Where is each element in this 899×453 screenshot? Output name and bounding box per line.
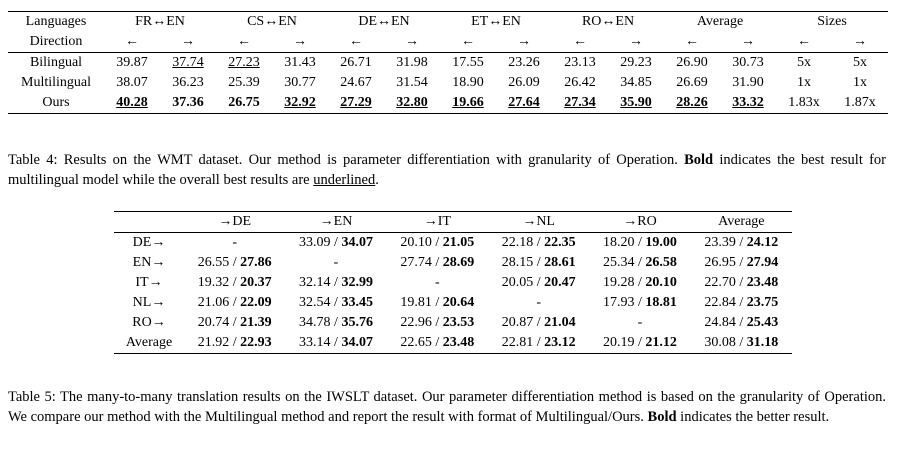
cell-value: 34.85 bbox=[620, 75, 652, 90]
separator: / bbox=[229, 335, 241, 350]
cell-value: 30.77 bbox=[284, 75, 316, 90]
table-cell bbox=[691, 333, 792, 354]
ours-value: 21.12 bbox=[645, 335, 677, 350]
caption-4-text: Table 4: Results on the WMT dataset. Our method is parameter differentiation with granularity of Operation. bbox=[8, 152, 685, 168]
direction-arrow: → bbox=[496, 32, 552, 53]
row-label: IT→ bbox=[135, 275, 163, 290]
multilingual-value: 25.34 bbox=[603, 255, 635, 270]
cell-value: 31.43 bbox=[284, 55, 316, 70]
cell-value: 26.69 bbox=[676, 75, 708, 90]
separator: / bbox=[533, 255, 545, 270]
caption-5-bold: Bold bbox=[647, 409, 677, 425]
separator: / bbox=[533, 275, 545, 290]
header-average: Average bbox=[696, 14, 744, 29]
cell-value: 40.28 bbox=[116, 95, 148, 110]
separator: / bbox=[735, 255, 747, 270]
table-cell bbox=[384, 93, 440, 114]
cell-value: 31.54 bbox=[396, 75, 428, 90]
separator: / bbox=[533, 335, 545, 350]
ours-value: 21.04 bbox=[544, 315, 576, 330]
table-cell bbox=[184, 233, 285, 254]
table-row bbox=[8, 73, 888, 93]
table-row bbox=[114, 233, 792, 254]
cell-value: 31.98 bbox=[396, 55, 428, 70]
ours-value: 20.64 bbox=[442, 295, 475, 310]
table-cell bbox=[691, 293, 792, 313]
cell-value: 30.73 bbox=[732, 55, 764, 70]
cell-value: 32.92 bbox=[284, 95, 316, 110]
ours-value: 23.48 bbox=[442, 335, 475, 350]
multilingual-value: 24.84 bbox=[704, 315, 736, 330]
ours-value: 20.10 bbox=[645, 275, 677, 290]
table-cell bbox=[387, 253, 488, 273]
multilingual-value: 19.32 bbox=[197, 275, 230, 290]
cell-value: 39.87 bbox=[116, 55, 148, 70]
table-cell bbox=[285, 333, 386, 354]
multilingual-value: 22.96 bbox=[400, 315, 432, 330]
header-ro-en: RO↔EN bbox=[581, 14, 635, 29]
row-label: Ours bbox=[42, 95, 70, 110]
table-cell bbox=[664, 73, 720, 93]
multilingual-value: 34.78 bbox=[299, 315, 331, 330]
direction-arrow: ← bbox=[664, 32, 720, 53]
table-5-caption bbox=[8, 387, 886, 427]
table-cell bbox=[488, 233, 589, 254]
cell-value: 32.80 bbox=[396, 95, 428, 110]
row-label: DE→ bbox=[132, 235, 166, 250]
ours-value: 28.61 bbox=[544, 255, 576, 270]
cell-value: 26.90 bbox=[676, 55, 708, 70]
table-cell bbox=[832, 73, 888, 93]
table-cell bbox=[691, 253, 792, 273]
table-cell bbox=[184, 333, 285, 354]
ours-value: 23.75 bbox=[746, 295, 779, 310]
separator: / bbox=[330, 335, 342, 350]
table-cell bbox=[328, 73, 384, 93]
separator: / bbox=[330, 235, 342, 250]
cell-value: 38.07 bbox=[116, 75, 148, 90]
table-cell bbox=[328, 93, 384, 114]
multilingual-value: 26.95 bbox=[704, 255, 736, 270]
empty-cell: - bbox=[333, 255, 339, 270]
separator: / bbox=[634, 235, 646, 250]
table-cell bbox=[285, 253, 386, 273]
multilingual-value: 32.14 bbox=[299, 275, 331, 290]
header-fr-en: FR↔EN bbox=[135, 14, 185, 29]
table-cell bbox=[589, 333, 690, 354]
separator: / bbox=[229, 315, 241, 330]
table-cell bbox=[776, 53, 832, 74]
separator: / bbox=[431, 335, 443, 350]
table-cell bbox=[387, 333, 488, 354]
ours-value: 27.94 bbox=[746, 255, 779, 270]
table-cell bbox=[216, 73, 272, 93]
cell-value: 23.26 bbox=[508, 55, 540, 70]
table-cell bbox=[552, 73, 608, 93]
cell-value: 26.42 bbox=[564, 75, 596, 90]
separator: / bbox=[431, 235, 443, 250]
table-cell bbox=[104, 93, 160, 114]
table-cell bbox=[384, 53, 440, 74]
table-cell bbox=[387, 313, 488, 333]
separator: / bbox=[735, 315, 747, 330]
table-cell bbox=[496, 93, 552, 114]
table-row bbox=[114, 333, 792, 354]
ours-value: 22.09 bbox=[240, 295, 272, 310]
table-cell bbox=[832, 53, 888, 74]
table-cell bbox=[776, 73, 832, 93]
cell-value: 26.09 bbox=[508, 75, 540, 90]
table-cell bbox=[589, 313, 690, 333]
table-4-caption bbox=[8, 150, 886, 190]
table-cell bbox=[488, 313, 589, 333]
table-cell bbox=[184, 293, 285, 313]
header-cs-en: CS↔EN bbox=[247, 14, 297, 29]
cell-value: 26.75 bbox=[228, 95, 260, 110]
table-cell bbox=[691, 233, 792, 254]
table-cell bbox=[160, 73, 216, 93]
ours-value: 25.43 bbox=[746, 315, 779, 330]
table-5 bbox=[114, 211, 792, 354]
table-cell bbox=[589, 253, 690, 273]
table-cell bbox=[184, 273, 285, 293]
separator: / bbox=[330, 295, 342, 310]
ours-value: 27.86 bbox=[240, 255, 272, 270]
table-cell bbox=[488, 273, 589, 293]
table-cell bbox=[488, 333, 589, 354]
cell-value: 5x bbox=[853, 55, 867, 70]
cell-value: 1.83x bbox=[788, 95, 820, 110]
ours-value: 33.45 bbox=[341, 295, 373, 310]
table-cell bbox=[776, 93, 832, 114]
table-row bbox=[8, 53, 888, 74]
ours-value: 19.00 bbox=[645, 235, 677, 250]
table-cell bbox=[272, 93, 328, 114]
direction-arrow: → bbox=[832, 32, 888, 53]
multilingual-value: 19.28 bbox=[603, 275, 635, 290]
table-cell bbox=[720, 93, 776, 114]
table-cell bbox=[496, 53, 552, 74]
table-cell bbox=[184, 313, 285, 333]
cell-value: 37.36 bbox=[172, 95, 204, 110]
multilingual-value: 20.87 bbox=[501, 315, 534, 330]
caption-4-text-2: indicates the best result for multilingual model while the overall best results are bbox=[8, 152, 886, 188]
header-de-en: DE↔EN bbox=[358, 14, 410, 29]
direction-arrow: → bbox=[608, 32, 664, 53]
separator: / bbox=[431, 255, 443, 270]
ours-value: 18.81 bbox=[645, 295, 677, 310]
separator: / bbox=[634, 255, 646, 270]
table-cell bbox=[608, 93, 664, 114]
cell-value: 29.23 bbox=[620, 55, 652, 70]
row-label: RO→ bbox=[132, 315, 166, 330]
table-cell bbox=[160, 93, 216, 114]
table-cell bbox=[272, 73, 328, 93]
multilingual-value: 27.74 bbox=[400, 255, 432, 270]
table-cell bbox=[664, 93, 720, 114]
separator: / bbox=[735, 335, 747, 350]
cell-value: 17.55 bbox=[452, 55, 484, 70]
table-5-header-cell: →IT bbox=[387, 212, 488, 233]
table-5-header-row bbox=[114, 212, 792, 233]
table-cell bbox=[285, 293, 386, 313]
separator: / bbox=[735, 295, 747, 310]
table-cell bbox=[184, 253, 285, 273]
table-cell bbox=[720, 73, 776, 93]
direction-arrow: ← bbox=[552, 32, 608, 53]
table-cell bbox=[285, 273, 386, 293]
caption-4-end: . bbox=[375, 172, 379, 188]
table-cell bbox=[387, 233, 488, 254]
multilingual-value: 32.54 bbox=[299, 295, 331, 310]
table-row bbox=[114, 273, 792, 293]
empty-cell: - bbox=[536, 295, 541, 310]
table-cell bbox=[328, 53, 384, 74]
cell-value: 5x bbox=[797, 55, 811, 70]
cell-value: 27.34 bbox=[564, 95, 596, 110]
separator: / bbox=[229, 255, 241, 270]
ours-value: 35.76 bbox=[341, 315, 373, 330]
table-cell bbox=[589, 233, 690, 254]
ours-value: 31.18 bbox=[746, 335, 779, 350]
cell-value: 27.64 bbox=[508, 95, 540, 110]
multilingual-value: 19.81 bbox=[400, 295, 432, 310]
multilingual-value: 28.15 bbox=[501, 255, 534, 270]
cell-value: 28.26 bbox=[676, 95, 708, 110]
table-cell bbox=[720, 53, 776, 74]
table-cell bbox=[285, 233, 386, 254]
direction-arrow: ← bbox=[216, 32, 272, 53]
empty-cell: - bbox=[637, 315, 643, 330]
direction-arrow: → bbox=[720, 32, 776, 53]
table-cell bbox=[216, 93, 272, 114]
cell-value: 33.32 bbox=[732, 95, 764, 110]
ours-value: 23.53 bbox=[442, 315, 475, 330]
header-et-en: ET↔EN bbox=[471, 14, 521, 29]
table-5-header-cell: →EN bbox=[285, 212, 386, 233]
ours-value: 22.93 bbox=[240, 335, 272, 350]
table-5-header-cell: Average bbox=[691, 212, 792, 233]
direction-arrow: → bbox=[384, 32, 440, 53]
ours-value: 24.12 bbox=[746, 235, 779, 250]
caption-5-end: indicates the better result. bbox=[676, 409, 830, 425]
cell-value: 27.29 bbox=[340, 95, 372, 110]
table-row bbox=[114, 313, 792, 333]
table-row bbox=[114, 293, 792, 313]
ours-value: 23.12 bbox=[544, 335, 576, 350]
ours-value: 22.35 bbox=[544, 235, 576, 250]
separator: / bbox=[330, 275, 342, 290]
separator: / bbox=[330, 315, 342, 330]
table-cell bbox=[691, 313, 792, 333]
empty-cell: - bbox=[232, 235, 237, 250]
separator: / bbox=[229, 295, 241, 310]
ours-value: 34.07 bbox=[341, 335, 373, 350]
table-row bbox=[8, 93, 888, 114]
multilingual-value: 18.20 bbox=[603, 235, 635, 250]
cell-value: 37.74 bbox=[172, 55, 204, 70]
cell-value: 35.90 bbox=[620, 95, 652, 110]
table-cell bbox=[488, 253, 589, 273]
cell-value: 18.90 bbox=[452, 75, 484, 90]
multilingual-value: 33.14 bbox=[299, 335, 331, 350]
ours-value: 21.05 bbox=[442, 235, 475, 250]
table-cell bbox=[160, 53, 216, 74]
separator: / bbox=[533, 315, 545, 330]
separator: / bbox=[634, 295, 646, 310]
table-cell bbox=[691, 273, 792, 293]
table-4 bbox=[8, 11, 888, 114]
separator: / bbox=[634, 275, 646, 290]
ours-value: 28.69 bbox=[442, 255, 475, 270]
table-5-header-cell: →NL bbox=[488, 212, 589, 233]
table-5-header-cell: →DE bbox=[184, 212, 285, 233]
table-cell bbox=[387, 293, 488, 313]
multilingual-value: 33.09 bbox=[299, 235, 331, 250]
multilingual-value: 20.05 bbox=[501, 275, 534, 290]
separator: / bbox=[735, 235, 747, 250]
caption-5-text: Table 5: The many-to-many translation results on the IWSLT dataset. Our parameter differentiation method is based on the granularity of Operation. We compare our method with the Multilingual method and report the result with format of Multilingual/Ours. bbox=[8, 389, 886, 425]
caption-4-bold: Bold bbox=[684, 152, 714, 168]
cell-value: 24.67 bbox=[340, 75, 372, 90]
table-cell bbox=[589, 273, 690, 293]
cell-value: 26.71 bbox=[340, 55, 372, 70]
table-cell bbox=[216, 53, 272, 74]
ours-value: 20.37 bbox=[240, 275, 272, 290]
empty-cell: - bbox=[434, 275, 440, 290]
cell-value: 1.87x bbox=[844, 95, 876, 110]
table-cell bbox=[440, 53, 496, 74]
ours-value: 23.48 bbox=[746, 275, 779, 290]
multilingual-value: 30.08 bbox=[704, 335, 736, 350]
separator: / bbox=[431, 295, 443, 310]
direction-arrow: → bbox=[160, 32, 216, 53]
table-cell bbox=[496, 73, 552, 93]
table-cell bbox=[272, 53, 328, 74]
header-sizes: Sizes bbox=[817, 14, 847, 29]
table-cell bbox=[384, 73, 440, 93]
multilingual-value: 22.70 bbox=[704, 275, 736, 290]
table-4-direction-row bbox=[8, 32, 888, 53]
row-label: EN→ bbox=[132, 255, 166, 270]
header-languages: Languages bbox=[25, 14, 87, 29]
multilingual-value: 20.74 bbox=[197, 315, 230, 330]
table-cell bbox=[608, 53, 664, 74]
table-cell bbox=[440, 93, 496, 114]
multilingual-value: 22.84 bbox=[704, 295, 736, 310]
table-cell bbox=[589, 293, 690, 313]
table-cell bbox=[552, 53, 608, 74]
ours-value: 32.99 bbox=[341, 275, 373, 290]
multilingual-value: 22.18 bbox=[501, 235, 534, 250]
multilingual-value: 23.39 bbox=[704, 235, 736, 250]
row-label: NL→ bbox=[132, 295, 166, 310]
table-cell bbox=[104, 53, 160, 74]
multilingual-value: 26.55 bbox=[197, 255, 230, 270]
multilingual-value: 22.65 bbox=[400, 335, 432, 350]
table-5-header-cell: →RO bbox=[589, 212, 690, 233]
ours-value: 20.47 bbox=[544, 275, 576, 290]
separator: / bbox=[634, 335, 646, 350]
multilingual-value: 17.93 bbox=[603, 295, 635, 310]
table-cell bbox=[387, 273, 488, 293]
cell-value: 19.66 bbox=[452, 95, 484, 110]
table-cell bbox=[608, 73, 664, 93]
multilingual-value: 20.19 bbox=[603, 335, 635, 350]
direction-arrow: ← bbox=[776, 32, 832, 53]
separator: / bbox=[229, 275, 241, 290]
ours-value: 26.58 bbox=[645, 255, 677, 270]
cell-value: 27.23 bbox=[228, 55, 260, 70]
separator: / bbox=[533, 235, 545, 250]
cell-value: 25.39 bbox=[228, 75, 260, 90]
cell-value: 23.13 bbox=[564, 55, 596, 70]
ours-value: 34.07 bbox=[341, 235, 373, 250]
table-cell bbox=[285, 313, 386, 333]
row-label: Average bbox=[125, 335, 173, 350]
direction-arrow: ← bbox=[328, 32, 384, 53]
table-cell bbox=[440, 73, 496, 93]
cell-value: 1x bbox=[797, 75, 811, 90]
table-cell bbox=[832, 93, 888, 114]
direction-arrow: ← bbox=[104, 32, 160, 53]
caption-4-underlined: underlined bbox=[313, 172, 376, 188]
multilingual-value: 22.81 bbox=[501, 335, 534, 350]
table-cell bbox=[552, 93, 608, 114]
separator: / bbox=[431, 315, 443, 330]
ours-value: 21.39 bbox=[240, 315, 272, 330]
cell-value: 31.90 bbox=[732, 75, 764, 90]
table-4-header-row bbox=[8, 12, 888, 33]
row-label: Bilingual bbox=[29, 55, 83, 70]
cell-value: 1x bbox=[853, 75, 867, 90]
separator: / bbox=[735, 275, 747, 290]
cell-value: 36.23 bbox=[172, 75, 204, 90]
multilingual-value: 21.92 bbox=[197, 335, 230, 350]
row-label: Multilingual bbox=[21, 75, 91, 90]
multilingual-value: 21.06 bbox=[197, 295, 230, 310]
table-5-header-cell bbox=[114, 212, 184, 233]
direction-arrow: ← bbox=[440, 32, 496, 53]
direction-label: Direction bbox=[8, 32, 104, 53]
table-cell bbox=[488, 293, 589, 313]
table-cell bbox=[104, 73, 160, 93]
table-row bbox=[114, 253, 792, 273]
direction-arrow: → bbox=[272, 32, 328, 53]
table-cell bbox=[664, 53, 720, 74]
multilingual-value: 20.10 bbox=[400, 235, 432, 250]
